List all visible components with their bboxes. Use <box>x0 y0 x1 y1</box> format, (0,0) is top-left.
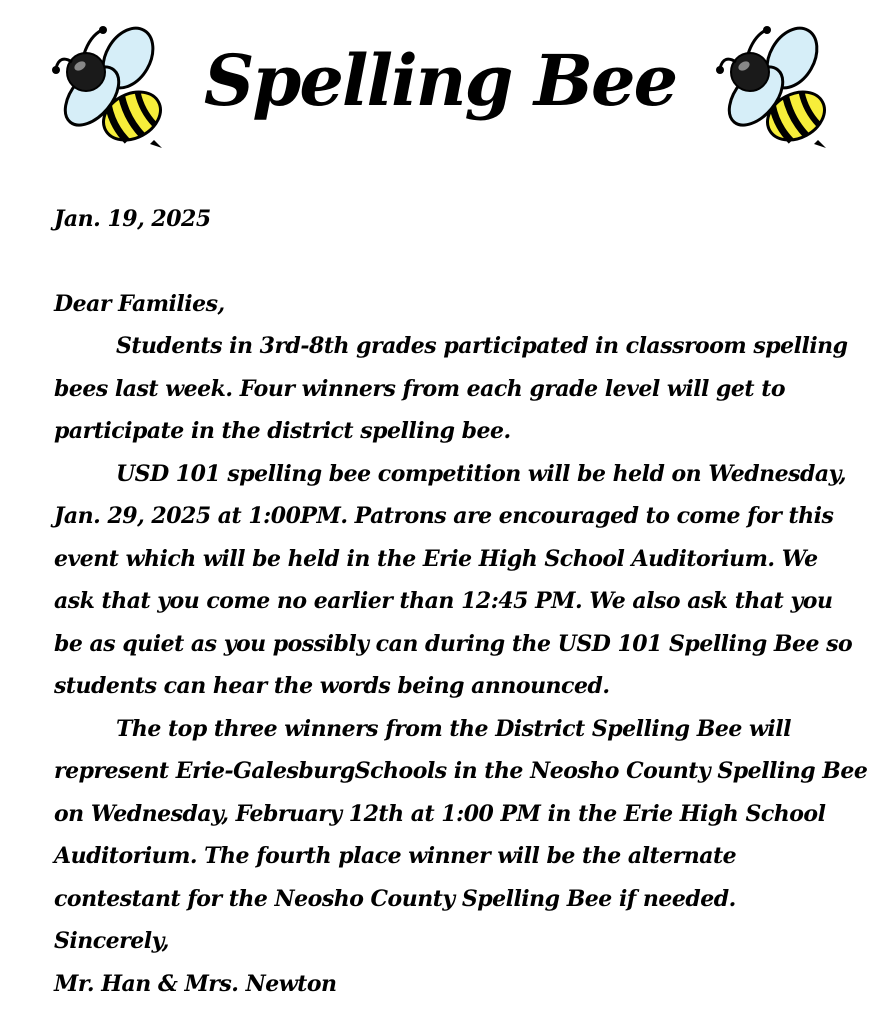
spacer <box>54 241 854 283</box>
closing: Sincerely, <box>54 928 169 954</box>
bee-icon <box>710 24 828 148</box>
paragraph-line: on Wednesday, February 12th at 1:00 PM in the Erie High School <box>54 800 826 827</box>
letter-body <box>54 198 868 1005</box>
salutation: Dear Families, <box>54 290 225 317</box>
letter-date: Jan. 19, 2025 <box>54 206 211 232</box>
paragraph-line: Auditorium. The fourth place winner will be the alternate <box>54 843 737 869</box>
page-header <box>0 18 887 158</box>
paragraph-line: Jan. 29, 2025 at 1:00PM. Patrons are encouraged to come for this <box>54 503 834 529</box>
paragraph-line: USD 101 spelling bee competition will be held on Wednesday, <box>116 460 846 487</box>
paragraph-line: ask that you come no earlier than 12:45 PM. We also ask that you <box>54 588 833 614</box>
paragraph-line: The top three winners from the District Spelling Bee will <box>116 715 791 742</box>
paragraph-line: contestant for the Neosho County Spelling Bee if needed. <box>54 885 736 912</box>
paragraph-line: students can hear the words being announced. <box>54 673 610 699</box>
signature: Mr. Han & Mrs. Newton <box>54 970 337 997</box>
page-title: Spelling Bee <box>203 39 677 122</box>
bee-icon <box>46 24 164 148</box>
paragraph-line: participate in the district spelling bee. <box>54 418 511 444</box>
paragraph-line: event which will be held in the Erie High School Auditorium. We <box>54 545 818 572</box>
paragraph-line: be as quiet as you possibly can during the USD 101 Spelling Bee so <box>54 630 853 657</box>
paragraph-line: Students in 3rd-8th grades participated in classroom spelling <box>116 333 848 359</box>
paragraph-line: represent Erie-GalesburgSchools in the Neosho County Spelling Bee <box>54 758 868 784</box>
paragraph-line: bees last week. Four winners from each grade level will get to <box>54 375 786 402</box>
